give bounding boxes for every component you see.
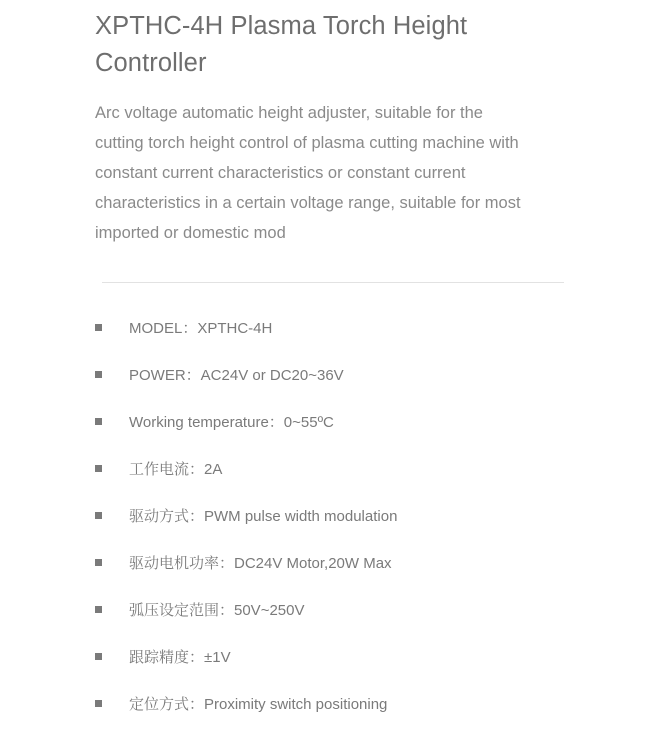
square-bullet-icon — [95, 465, 102, 472]
spec-text: 跟踪精度：±1V — [129, 648, 231, 666]
list-item — [95, 352, 570, 399]
spec-text: 定位方式：Proximity switch positioning — [129, 695, 388, 713]
spec-text: 工作电流：2A — [129, 460, 223, 478]
list-item — [95, 681, 570, 728]
page-title: XPTHC-4H Plasma Torch Height Controller — [95, 12, 468, 77]
square-bullet-icon — [95, 371, 102, 378]
spec-text: 驱动电机功率：DC24V Motor,20W Max — [129, 554, 392, 572]
specification-list — [95, 291, 570, 728]
list-item — [95, 399, 570, 446]
square-bullet-icon — [95, 559, 102, 566]
square-bullet-icon — [95, 324, 102, 331]
spec-text: 弧压设定范围：50V~250V — [129, 601, 305, 619]
list-item — [95, 540, 570, 587]
list-item — [95, 493, 570, 540]
square-bullet-icon — [95, 512, 102, 519]
list-item — [95, 446, 570, 493]
square-bullet-icon — [95, 653, 102, 660]
square-bullet-icon — [95, 700, 102, 707]
square-bullet-icon — [95, 418, 102, 425]
spec-text: Working temperature：0~55ºC — [129, 413, 334, 431]
square-bullet-icon — [95, 606, 102, 613]
list-item — [95, 634, 570, 681]
section-divider — [102, 282, 564, 283]
spec-text: POWER：AC24V or DC20~36V — [129, 366, 344, 384]
list-item — [95, 305, 570, 352]
list-item — [95, 587, 570, 634]
spec-text: 驱动方式：PWM pulse width modulation — [129, 507, 398, 525]
product-description: Arc voltage automatic height adjuster, suitable for the cutting torch height control of plasma cutting machine with constant current characteristics or constant current characteristics in a certain voltage range, suitable for most imported or domestic mod — [95, 104, 521, 242]
spec-text: MODEL：XPTHC-4H — [129, 319, 273, 337]
